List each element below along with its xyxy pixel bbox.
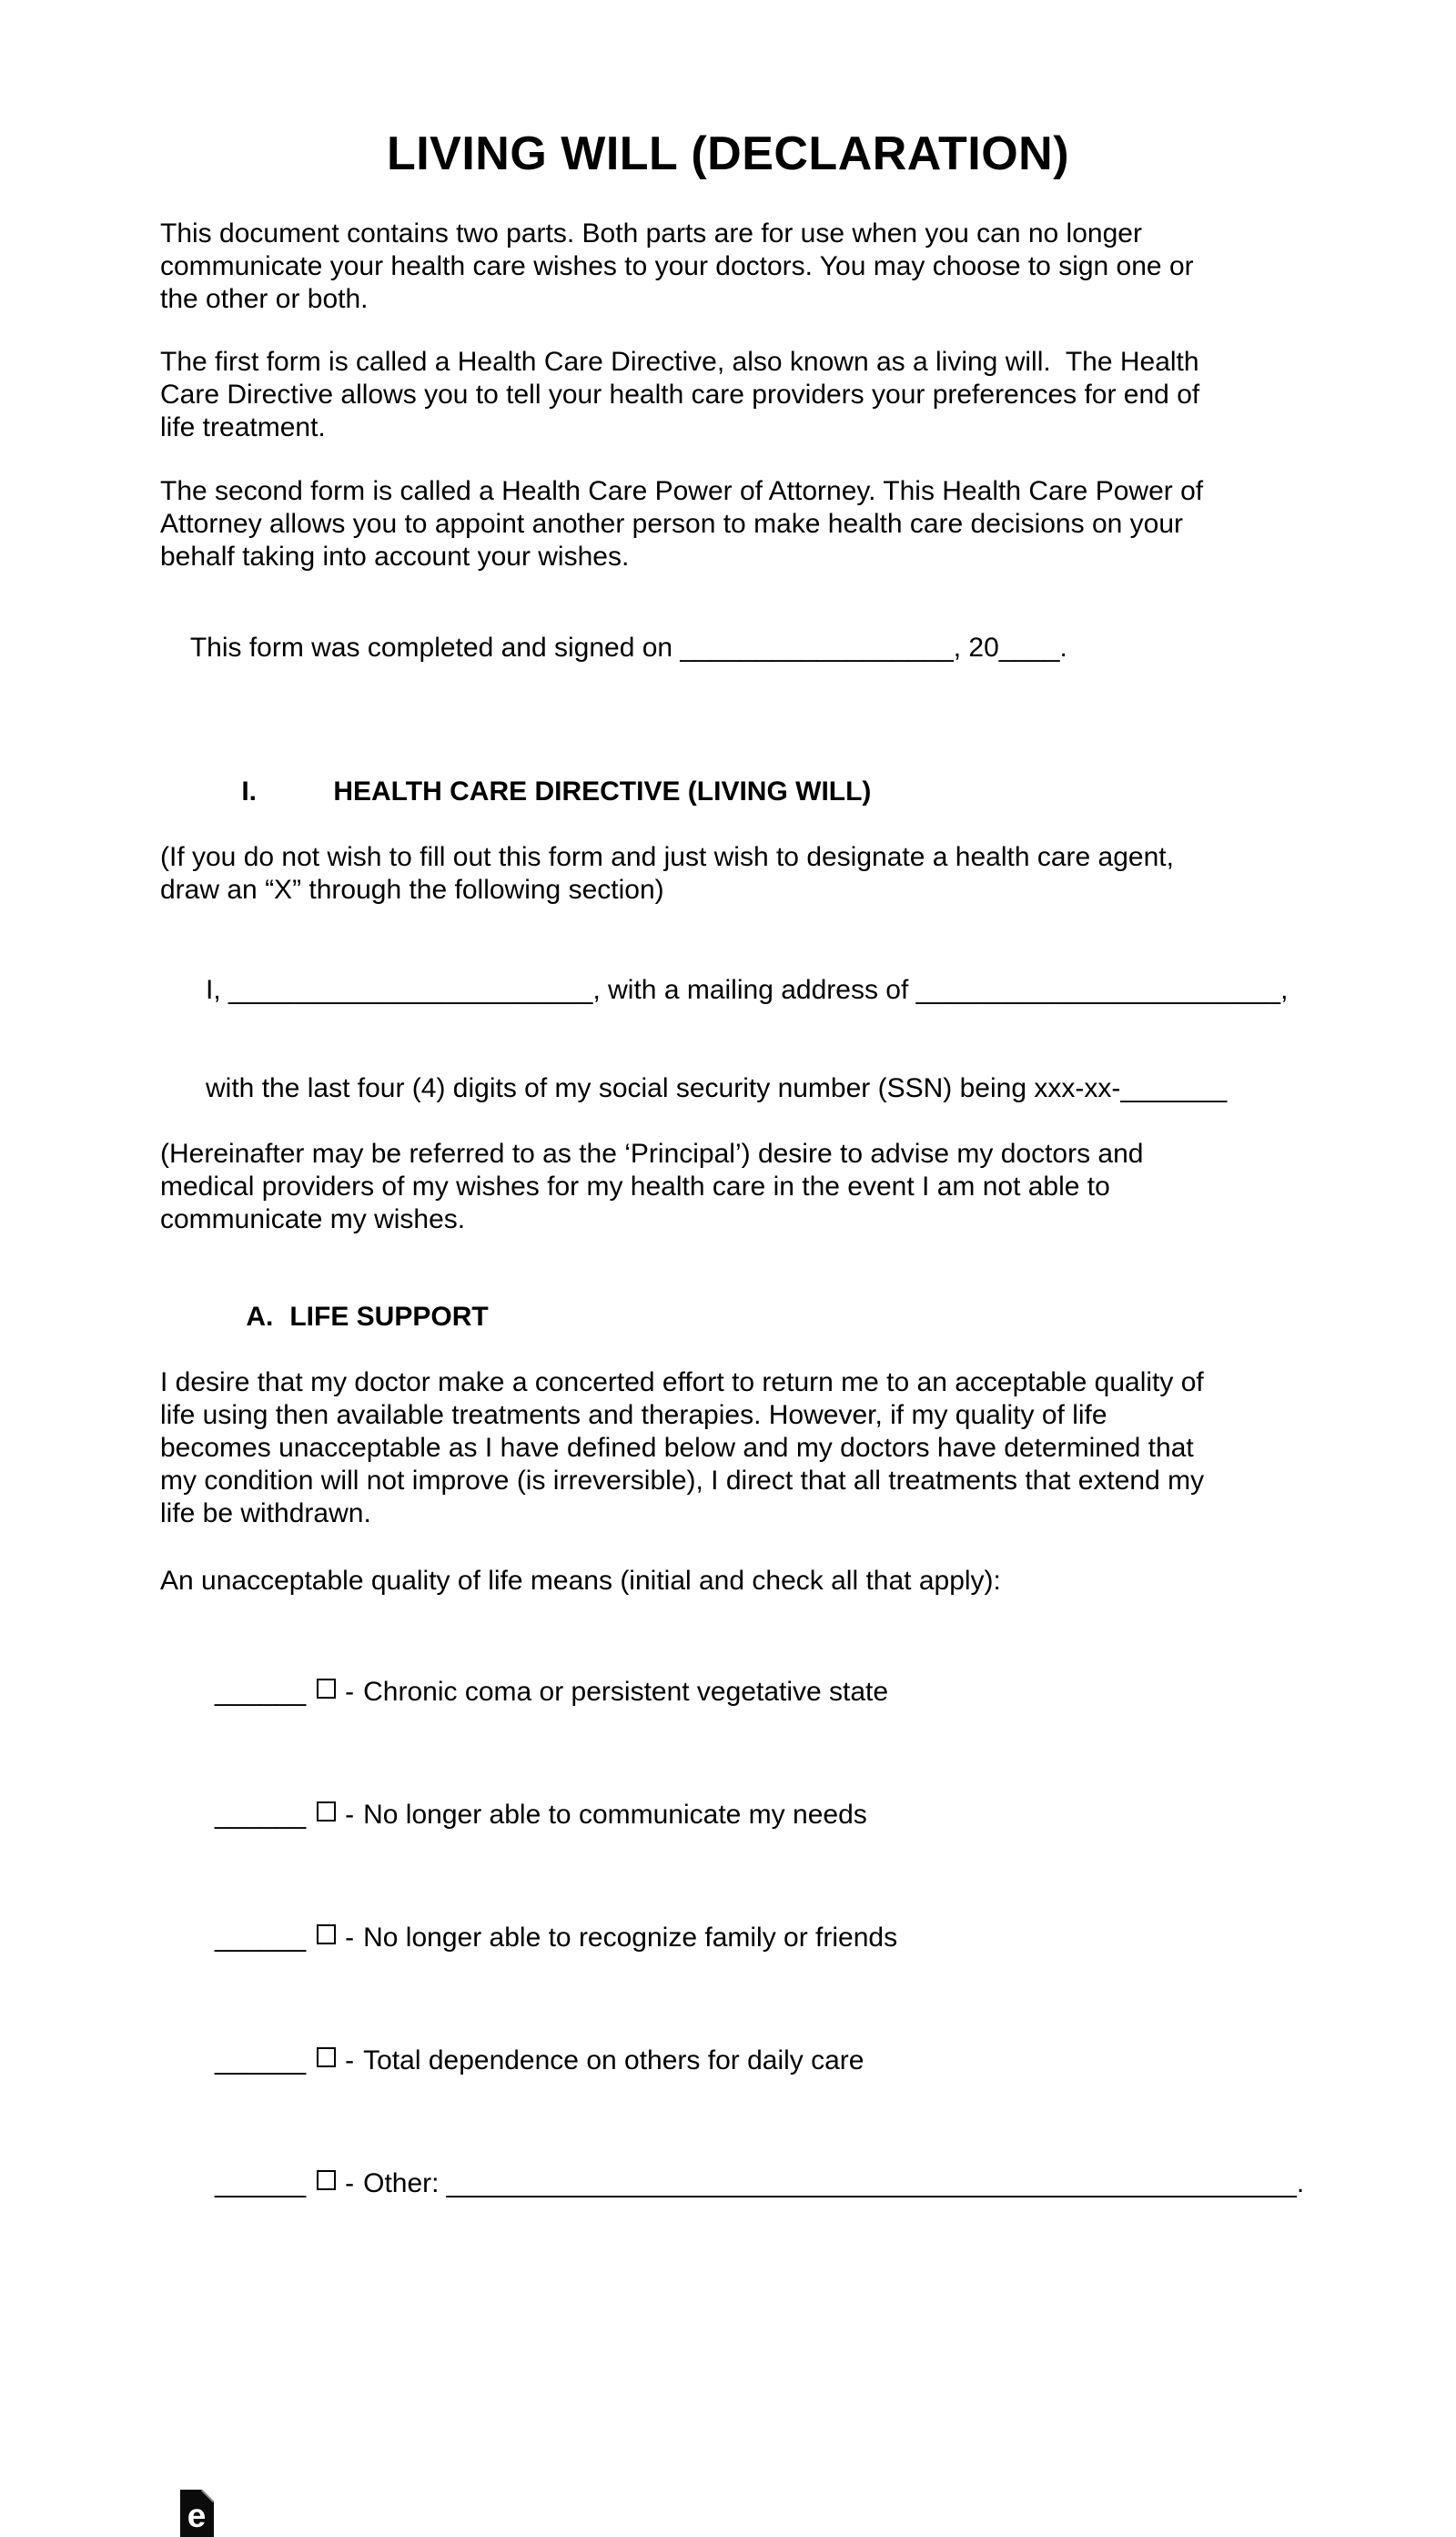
paragraph-line: life treatment. <box>160 412 326 442</box>
life-support-paragraph <box>160 1366 1296 1530</box>
paragraph-line: behalf taking into account your wishes. <box>160 542 630 572</box>
comma: , <box>1280 975 1289 1005</box>
paragraph-line: Attorney allows you to appoint another person to make health care decisions on your <box>160 509 1184 539</box>
paragraph-line: my condition will not improve (is irreversible), I direct that all treatments that extend my <box>160 1466 1205 1496</box>
ssn-text: with the last four (4) digits of my social security number (SSN) being xxx-xx- <box>206 1073 1121 1103</box>
date-signed-blank[interactable]: __________________ <box>680 633 954 663</box>
logo-letter: e <box>187 2497 207 2534</box>
initials-blank[interactable]: ______ <box>215 2045 307 2075</box>
section-a-letter: A. <box>246 1302 274 1332</box>
paragraph-line: Care Directive allows you to tell your health care providers your preferences for end of <box>160 380 1200 410</box>
checklist-item-label: No longer able to recognize family or friends <box>363 1923 898 1953</box>
section-1-title: HEALTH CARE DIRECTIVE (LIVING WILL) <box>333 776 872 807</box>
checkbox-chronic-coma[interactable] <box>317 1679 336 1699</box>
section-a-heading <box>160 1268 1296 1366</box>
page-title: LIVING WILL (DECLARATION) <box>386 127 1070 180</box>
checklist-item-label: No longer able to communicate my needs <box>363 1800 867 1830</box>
quality-instruction-line: An unacceptable quality of life means (initial and check all that apply): <box>160 1566 1001 1596</box>
paragraph-line: I desire that my doctor make a concerted effort to return me to an acceptable quality of <box>160 1367 1204 1397</box>
initials-blank[interactable]: ______ <box>215 1800 307 1830</box>
paragraph-line: (Hereinafter may be referred to as the ‘Principal’) desire to advise my doctors and <box>160 1139 1144 1169</box>
paragraph-line: life using then available treatments and therapies. However, if my quality of life <box>160 1400 1107 1430</box>
checklist-item-label: Total dependence on others for daily care <box>363 2045 864 2075</box>
checklist-item-label: Other: <box>363 2168 440 2198</box>
section-1-heading <box>160 743 1296 841</box>
note-line: draw an “X” through the following section) <box>160 875 664 905</box>
initials-blank[interactable]: ______ <box>215 1923 307 1953</box>
paragraph-line: communicate your health care wishes to your doctors. You may choose to sign one or <box>160 251 1194 281</box>
principal-paragraph <box>160 941 1296 1236</box>
section-a-title: LIFE SUPPORT <box>289 1302 489 1332</box>
checkbox-daily-care[interactable] <box>317 2047 336 2067</box>
checklist-item <box>160 1753 1296 1876</box>
second-form-paragraph <box>160 475 1296 573</box>
mailing-address-label: , with a mailing address of <box>592 975 916 1005</box>
paragraph-line: This document contains two parts. Both parts are for use when you can no longer <box>160 218 1142 249</box>
dash: - <box>345 2045 355 2075</box>
checklist-item <box>160 1630 1296 1753</box>
dash: - <box>345 1923 355 1953</box>
checkbox-communicate-needs[interactable] <box>317 1801 336 1822</box>
section-1-note <box>160 841 1296 907</box>
year-blank[interactable]: ____ <box>998 633 1060 663</box>
document-page <box>0 127 1456 2534</box>
section-1-number: I. <box>241 776 258 807</box>
paragraph-line: The first form is called a Health Care Directive, also known as a living will. The Health <box>160 347 1199 377</box>
paragraph-line: becomes unacceptable as I have defined below and my doctors have determined that <box>160 1433 1194 1463</box>
checklist-item <box>160 1876 1296 1999</box>
paragraph-line: the other or both. <box>160 284 369 314</box>
checkbox-other[interactable] <box>317 2170 336 2190</box>
checkbox-recognize-family[interactable] <box>317 1924 336 1944</box>
paragraph-line: medical providers of my wishes for my health care in the event I am not able to <box>160 1172 1110 1202</box>
note-line: (If you do not wish to fill out this form and just wish to designate a health care agent, <box>160 842 1174 872</box>
ssn-last-four-blank[interactable]: _______ <box>1120 1073 1228 1103</box>
quality-checklist <box>160 1630 1305 2245</box>
signed-date-text: This form was completed and signed on <box>189 633 681 663</box>
dash: - <box>345 2168 355 2198</box>
other-description-blank[interactable]: ________________________________________________________ <box>446 2168 1297 2198</box>
dash: - <box>345 1800 355 1830</box>
principal-intro-text: I, <box>206 975 229 1005</box>
year-label: , 20 <box>953 633 999 663</box>
paragraph-line <box>160 1040 1296 1138</box>
principal-name-blank[interactable]: ________________________ <box>228 975 593 1005</box>
mailing-address-blank[interactable]: ________________________ <box>915 975 1281 1005</box>
initials-blank[interactable]: ______ <box>215 2168 307 2198</box>
dash: - <box>345 1677 355 1707</box>
paragraph-line <box>160 941 1296 1040</box>
first-form-paragraph <box>160 346 1296 444</box>
checklist-item-label: Chronic coma or persistent vegetative state <box>363 1677 889 1707</box>
paragraph-line: The second form is called a Health Care Power of Attorney. This Health Care Power of <box>160 476 1204 506</box>
paragraph-line: life be withdrawn. <box>160 1498 371 1528</box>
paragraph-line: communicate my wishes. <box>160 1204 466 1234</box>
intro-paragraph <box>160 218 1296 316</box>
signed-date-line <box>160 599 1296 697</box>
checklist-item <box>160 1999 1296 2122</box>
eforms-logo-icon <box>180 2490 214 2537</box>
initials-blank[interactable]: ______ <box>215 1677 307 1707</box>
period: . <box>1296 2168 1305 2198</box>
period: . <box>1059 633 1067 663</box>
checklist-item-other <box>160 2122 1305 2245</box>
